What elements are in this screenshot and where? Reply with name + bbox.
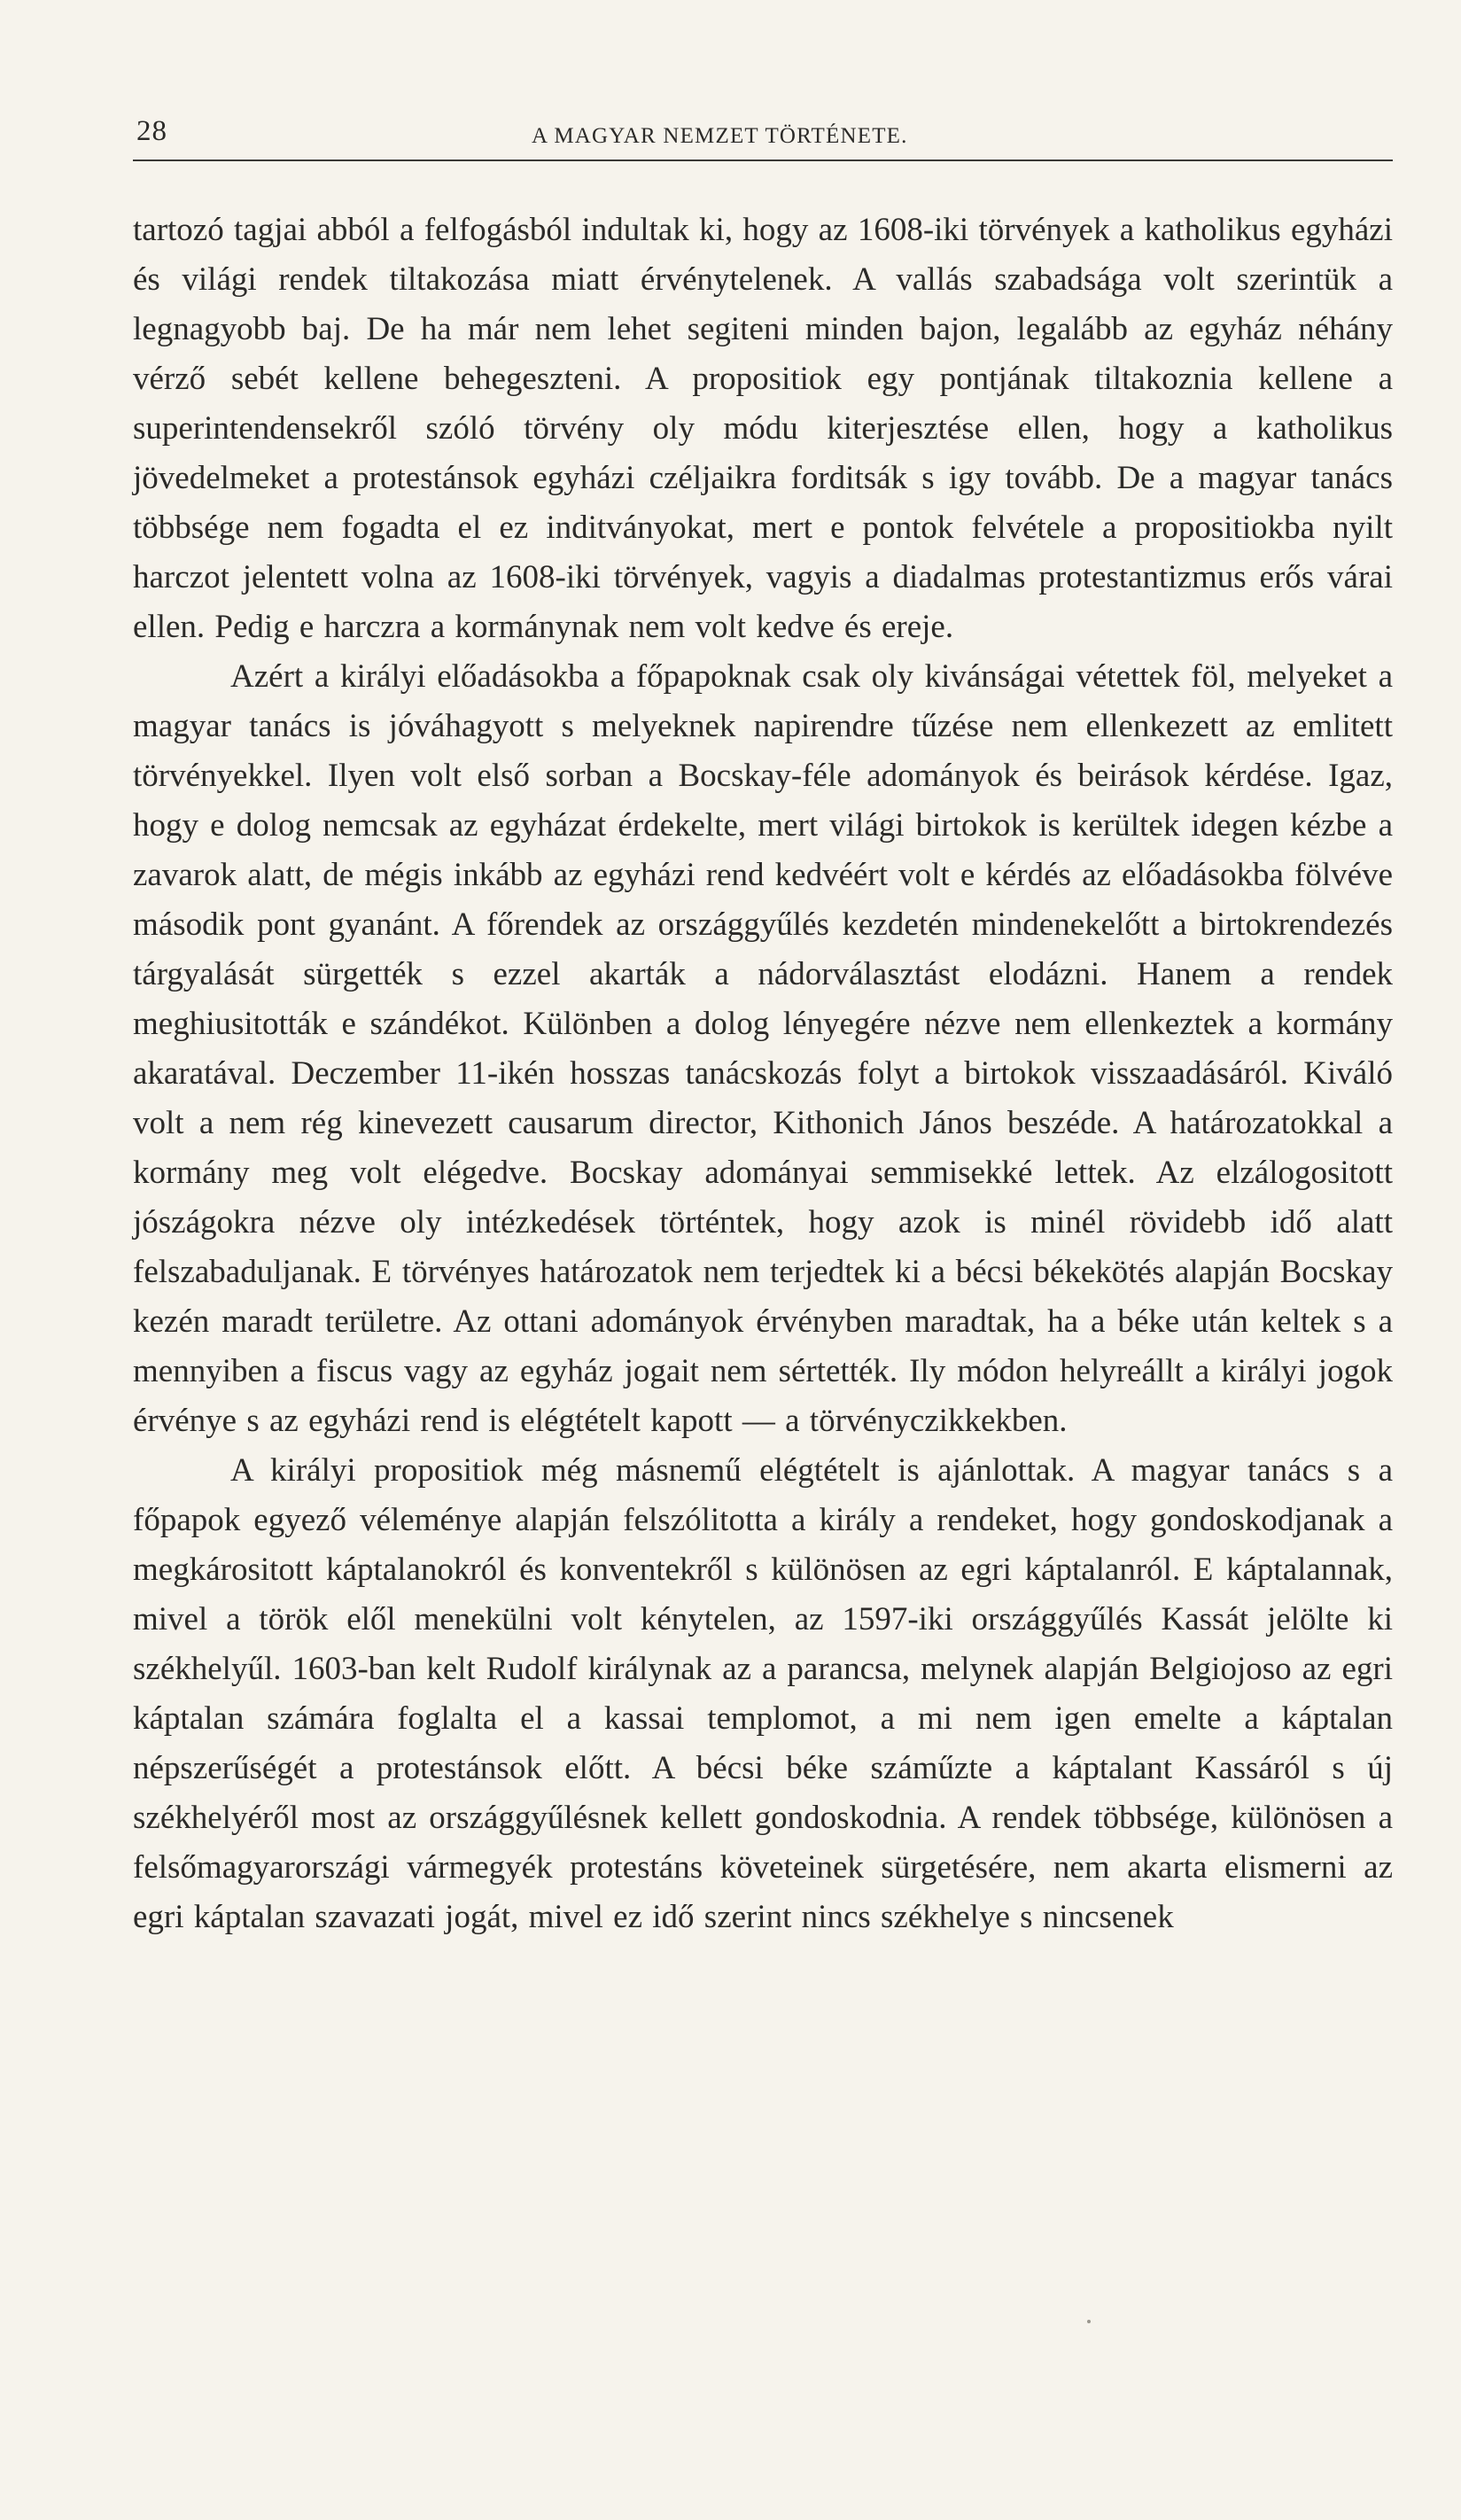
- paragraph-1: tartozó tagjai abból a felfogásból indultak ki, hogy az 1608-iki törvények a katholikus egyházi és világi rendek tiltakozása miatt érvénytelenek. A vallás szabadsága volt szerintük a legnagyobb baj. De ha már nem lehet segiteni minden bajon, legalább az egyház néhány vérző sebét kellene behegeszteni. A propositiok egy pontjának tiltakoznia kellene a superintendensekről szóló törvény oly módu kiterjesztése ellen, hogy a katholikus jövedelmeket a protestánsok egyházi czéljaikra forditsák s igy tovább. De a magyar tanács többsége nem fogadta el ez inditványokat, mert e pontok felvétele a propositiokba nyilt harczot jelentett volna az 1608-iki törvények, vagyis a diadalmas protestantizmus erős várai ellen. Pedig e harczra a kormánynak nem volt kedve és ereje.: [133, 212, 1393, 645]
- paper-speck: [1087, 2320, 1091, 2323]
- page-header: [133, 106, 1393, 161]
- page-number: 28: [136, 115, 167, 147]
- body-text: [133, 206, 1393, 1942]
- running-title: A MAGYAR NEMZET TÖRTÉNETE.: [532, 124, 908, 148]
- paragraph-3: A királyi propositiok még másnemű elégtételt is ajánlottak. A magyar tanács s a főpapok egyező véleménye alapján felszólitotta a király a rendeket, hogy gondoskodjanak a megkárositott káptalanokról és konventekről s különösen az egri káptalanról. E káptalannak, mivel a török elől menekülni volt kénytelen, az 1597-iki országgyűlés Kassát jelölte ki székhelyűl. 1603-ban kelt Rudolf királynak az a parancsa, melynek alapján Belgiojoso az egri káptalan számára foglalta el a kassai templomot, a mi nem igen emelte a káptalan népszerűségét a protestánsok előtt. A bécsi béke száműzte a káptalant Kassáról s új székhelyéről most az országgyűlésnek kellett gondoskodnia. A rendek többsége, különösen a felsőmagyarországi vármegyék protestáns követeinek sürgetésére, nem akarta elismerni az egri káptalan szavazati jogát, mivel ez idő szerint nincs székhelye s nincsenek: [133, 1452, 1393, 1935]
- paragraph-2: Azért a királyi előadásokba a főpapoknak csak oly kivánságai vétettek föl, melyeket a magyar tanács is jóváhagyott s melyeknek napirendre tűzése nem ellenkezett az emlitett törvényekkel. Ilyen volt első sorban a Bocskay-féle adományok és beirások kérdése. Igaz, hogy e dolog nemcsak az egyházat érdekelte, mert világi birtokok is kerültek idegen kézbe a zavarok alatt, de mégis inkább az egyházi rend kedvéért volt e kérdés az előadásokba fölvéve második pont gyanánt. A főrendek az országgyűlés kezdetén mindenekelőtt a birtokrendezés tárgyalását sürgették s ezzel akarták a nádorválasztást elodázni. Hanem a rendek meghiusitották e szándékot. Különben a dolog lényegére nézve nem ellenkeztek a kormány akaratával. Deczember 11-ikén hosszas tanácskozás folyt a birtokok visszaadásáról. Kiváló volt a nem rég kinevezett causarum director, Kithonich János beszéde. A határozatokkal a kormány meg volt elégedve. Bocskay adományai semmisekké lettek. Az elzálogositott jószágokra nézve oly intézkedések történtek, hogy azok is minél rövidebb idő alatt felszabaduljanak. E törvényes határozatok nem terjedtek ki a bécsi békekötés alapján Bocskay kezén maradt területre. Az ottani adományok érvényben maradtak, ha a béke után keltek s a mennyiben a fiscus vagy az egyház jogait nem sértették. Ily módon helyreállt a királyi jogok érvénye s az egyházi rend is elégtételt kapott — a törvényczikkekben.: [133, 658, 1393, 1439]
